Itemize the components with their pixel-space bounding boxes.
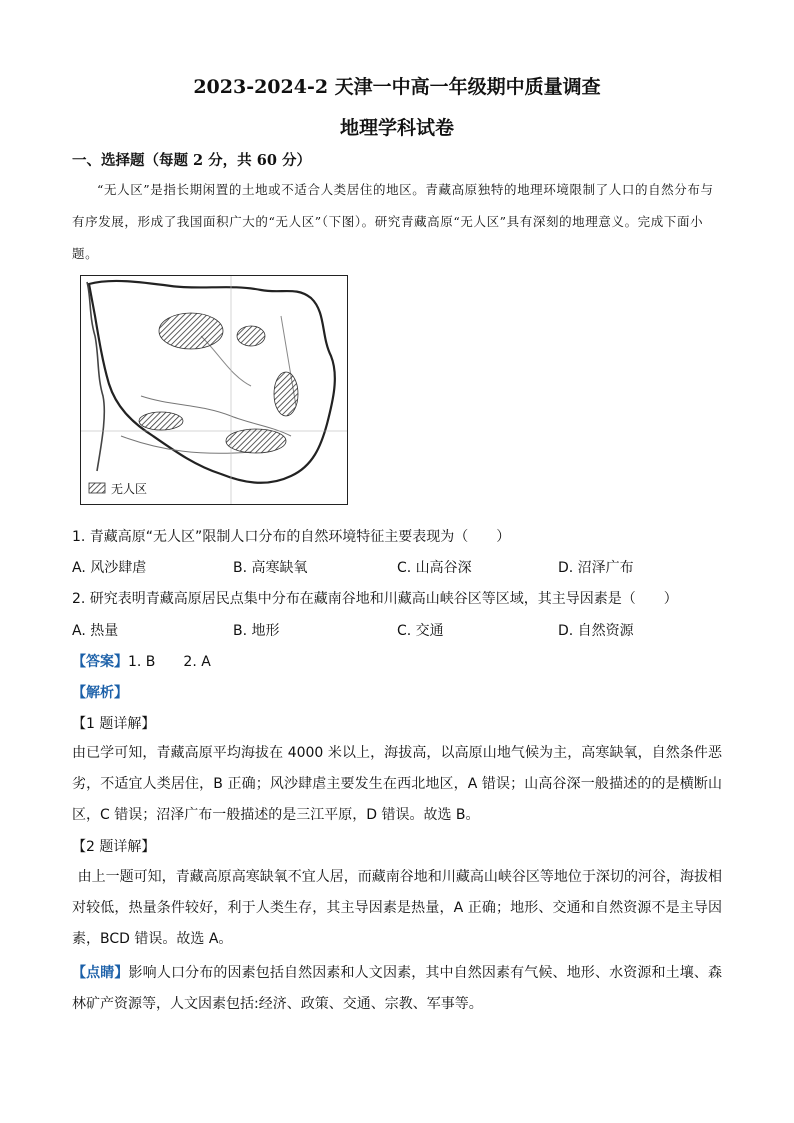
intro-paragraph: “无人区”是指长期闲置的土地或不适合人类居住的地区。青藏高原独特的地理环境限制了人口的自然分布与有序发展，形成了我国面积广大的“无人区”（下图）。研究青藏高原“无人区”具有深刻的地理意义。完成下面小题。 — [72, 182, 714, 261]
question-1-stem: 1. 青藏高原“无人区”限制人口分布的自然环境特征主要表现为（ ） — [72, 529, 511, 545]
comment-paragraph — [72, 958, 722, 1020]
answer-label: 【答案】 — [72, 654, 128, 670]
tibet-plateau-map-graphic — [81, 276, 347, 504]
question-2-option-c: C. 交通 — [397, 623, 444, 639]
question-2-option-d: D. 自然资源 — [558, 623, 634, 639]
legend-label: 无人区 — [111, 482, 148, 496]
exam-title: 2023-2024-2 天津一中高一年级期中质量调查 — [193, 76, 601, 98]
question-2-option-a: A. 热量 — [72, 623, 119, 639]
question-2-option-b: B. 地形 — [233, 623, 280, 639]
detail-2-text: 由上一题可知，青藏高原高寒缺氧不宜人居，而藏南谷地和川藏高山峡谷区等地位于深切的河谷，海拔相对较低，热量条件较好，利于人类生存，其主导因素是热量，A 正确；地形、交通和自然资源不是主导因素，BCD 错误。故选 A。 — [72, 869, 722, 947]
no-mans-land-map — [80, 275, 348, 505]
no-mans-land-region-south — [226, 429, 286, 453]
question-1-option-c: C. 山高谷深 — [397, 560, 472, 576]
no-mans-land-region-southwest — [139, 412, 183, 430]
question-1-option-b: B. 高寒缺氧 — [233, 560, 308, 576]
no-mans-land-region-east — [274, 372, 298, 416]
detail-1-heading: 【1 题详解】 — [72, 716, 156, 732]
no-mans-land-region-northeast — [237, 326, 265, 346]
detail-1-text: 由已学可知，青藏高原平均海拔在 4000 米以上，海拔高，以高原山地气候为主，高寒缺氧，自然条件恶劣，不适宜人类居住，B 正确；风沙肆虐主要发生在西北地区，A 错误；山高谷深一般描述的的是横断山区，C 错误；沼泽广布一般描述的是三江平原，D 错误。故选 B。 — [72, 745, 722, 823]
question-1-option-a: A. 风沙肆虐 — [72, 560, 147, 576]
question-1-option-d: D. 沼泽广布 — [558, 560, 634, 576]
exam-subtitle: 地理学科试卷 — [339, 117, 454, 139]
question-2-stem: 2. 研究表明青藏高原居民点集中分布在藏南谷地和川藏高山峡谷区等区域，其主导因素是（ ） — [72, 591, 678, 607]
plateau-boundary — [89, 281, 335, 483]
comment-label: 【点睛】 — [72, 965, 129, 981]
section-heading: 一、选择题（每题 2 分，共 60 分） — [72, 152, 311, 169]
comment-text: 影响人口分布的因素包括自然因素和人文因素，其中自然因素有气候、地形、水资源和土壤、森林矿产资源等，人文因素包括:经济、政策、交通、宗教、军事等。 — [72, 965, 723, 1012]
detail-2-heading: 【2 题详解】 — [72, 839, 156, 855]
answer-text: 1. B 2. A — [128, 654, 211, 670]
analysis-label: 【解析】 — [72, 685, 128, 701]
legend-swatch — [89, 483, 105, 493]
answer-line — [72, 651, 211, 671]
no-mans-land-region-north — [159, 313, 223, 349]
analysis-heading — [72, 682, 128, 702]
